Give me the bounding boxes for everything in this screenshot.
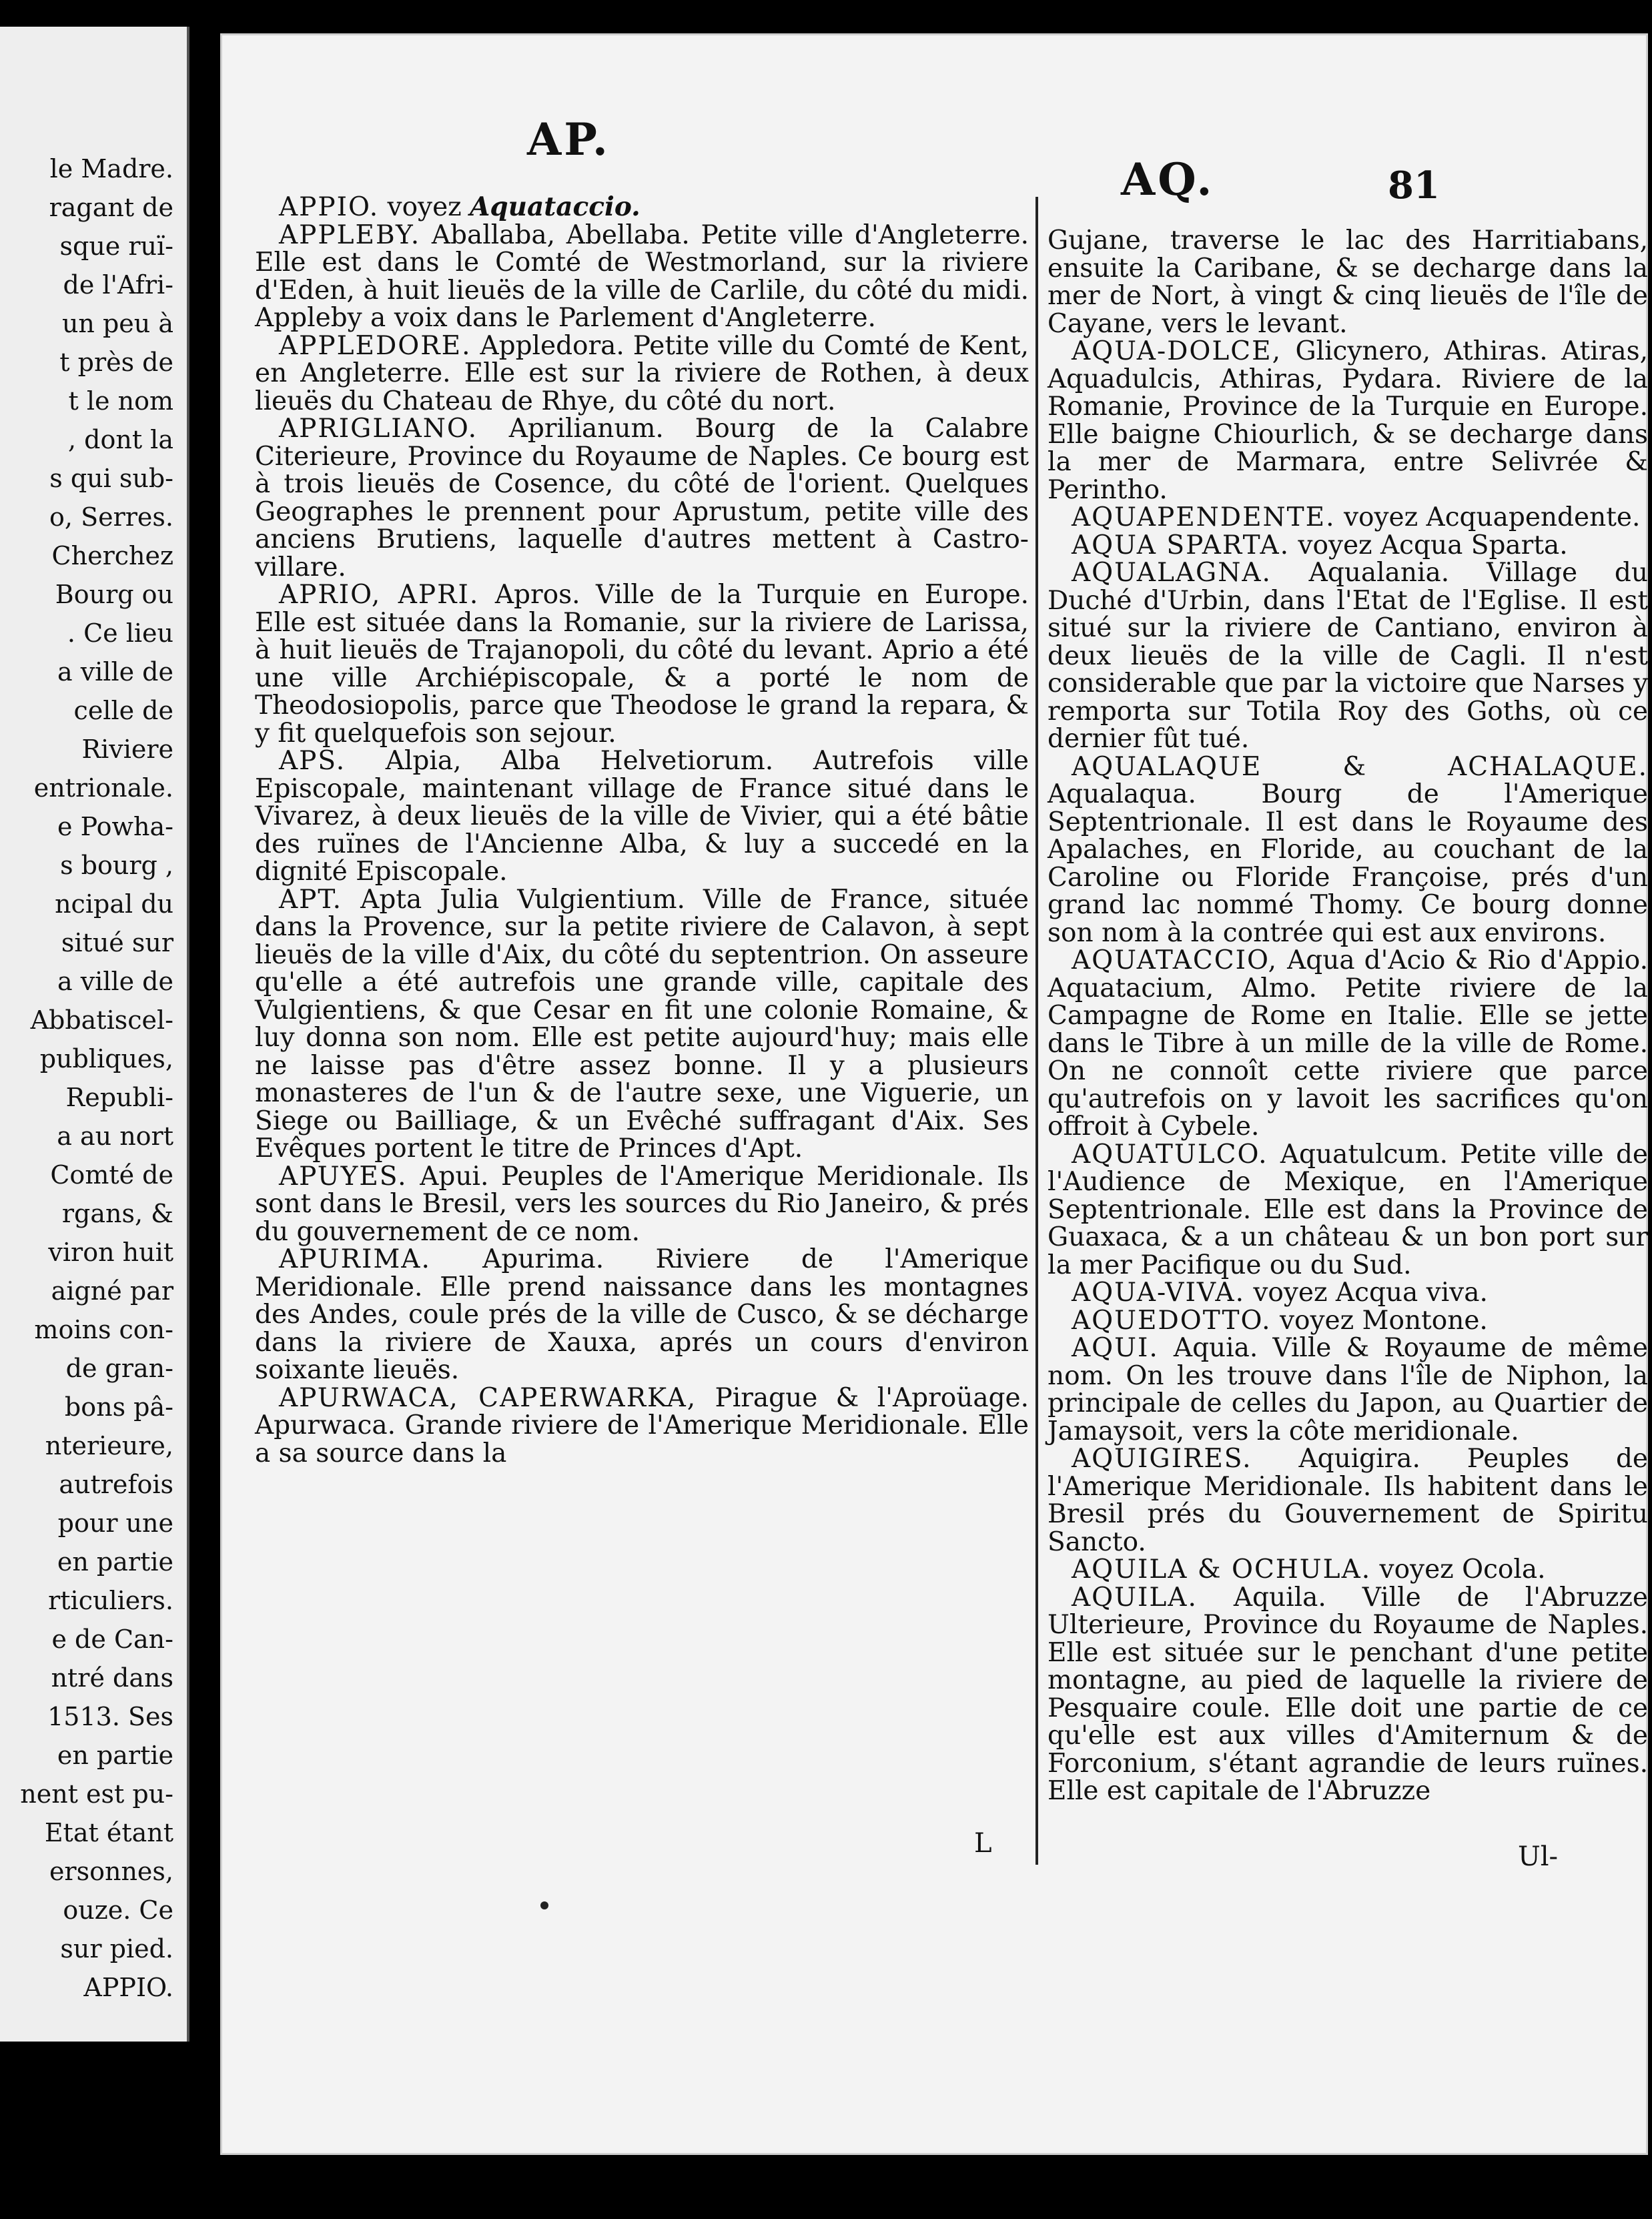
dictionary-entry: [255, 886, 1029, 1163]
dictionary-entry: [255, 415, 1029, 581]
column-divider: [1036, 197, 1038, 1865]
prev-page-line: Riviere: [81, 735, 173, 764]
prev-page-line: autrefois: [59, 1470, 173, 1499]
entry-text: Glicynero, Athiras. Atiras, Aquadulcis, Athiras, Pydara. Riviere de la Romanie, Province de la Turquie en Europe. Elle baigne Chiourlich, & se decharge dans la mer de Marmara, entre Selivrée & Perintho.: [1048, 336, 1648, 505]
prev-page-line: entrionale.: [33, 773, 173, 803]
dictionary-entry: [1048, 753, 1648, 947]
left-column: [255, 193, 1029, 1467]
entry-headword: AQUA SPARTA.: [1072, 530, 1290, 560]
prev-page-line: publiques,: [39, 1044, 173, 1073]
entry-headword: AQUI.: [1072, 1333, 1159, 1363]
running-head-right: AQ.: [1121, 153, 1215, 205]
prev-page-line: de l'Afri-: [63, 270, 173, 300]
entry-text: Aprilianum. Bourg de la Calabre Citerieure, Province du Royaume de Naples. Ce bourg est à trois lieuës de Cosence, du côté de l'orient. Quelques Geographes le prennent pour Aprustum, petite ville des anciens Brutiens, laquelle d'autres mettent à Castro-villare.: [255, 414, 1029, 582]
entry-headword: AQUEDOTTO.: [1072, 1305, 1272, 1336]
dictionary-entry: [255, 1163, 1029, 1246]
prev-page-line: , dont la: [68, 425, 173, 454]
entry-text: voyez Acqua Sparta.: [1290, 530, 1568, 560]
prev-page-line: a au nort: [57, 1122, 173, 1151]
entry-text: Aquatulcum. Petite ville de l'Audience de Mexique, en l'Amerique Septentrionale. Elle est dans la Province de Guaxaca, & a un château & un bon port sur la mer Pacifique ou du Sud.: [1048, 1139, 1648, 1280]
prev-page-line: pour une: [57, 1508, 173, 1538]
entry-text: Aquigira. Peuples de l'Amerique Meridionale. Ils habitent dans le Bresil prés du Gouvernement de Spiritu Sancto.: [1048, 1444, 1648, 1557]
entry-text: Appledora. Petite ville du Comté de Kent, en Angleterre. Elle est sur la riviere de Rothen, à deux lieuës du Chateau de Rhye, du côté du nort.: [255, 330, 1029, 416]
entry-headword: APURIMA.: [279, 1244, 431, 1274]
entry-headword: APPIO.: [279, 192, 380, 222]
entry-headword: APUYES.: [279, 1161, 408, 1192]
prev-page-line: e de Can-: [51, 1625, 173, 1654]
prev-page-line: APPIO.: [83, 1973, 173, 2002]
prev-page-line: t près de: [59, 348, 173, 377]
entry-text: voyez Ocola.: [1371, 1555, 1546, 1585]
entry-text: voyez Acquapendente.: [1335, 502, 1641, 532]
prev-page-line: Bourg ou: [55, 580, 173, 609]
prev-page-line: celle de: [73, 696, 173, 725]
entry-text: Aballaba, Abellaba. Petite ville d'Angleterre. Elle est dans le Comté de Westmorland, sur la riviere d'Eden, à huit lieuës de la ville de Carlile, du côté du midi. Appleby a voix dans le Parlement d'Angleterre.: [255, 219, 1029, 333]
prev-page-line: Etat étant: [44, 1818, 173, 1847]
entry-text: Aqualaqua. Bourg de l'Amerique Septentrionale. Il est dans le Royaume des Apalaches, en Floride, au couchant de la Caroline ou Floride Françoise, prés d'un grand lac nommé Thomy. Ce bourg donne son nom à la contrée qui est aux environs.: [1048, 779, 1648, 948]
prev-page-line: situé sur: [61, 928, 173, 957]
prev-page-line: s qui sub-: [49, 464, 173, 493]
signature-mark: L: [974, 1828, 992, 1859]
dictionary-entry: [255, 581, 1029, 747]
dictionary-entry: [1048, 227, 1648, 338]
prev-page-line: ntré dans: [51, 1663, 173, 1693]
prev-page-line: moins con-: [34, 1315, 173, 1344]
dictionary-entry: [1048, 338, 1648, 504]
dictionary-entry: [1048, 947, 1648, 1141]
page: [220, 33, 1648, 2155]
prev-page-line: e Powha-: [57, 812, 173, 841]
dictionary-entry: [255, 1246, 1029, 1384]
entry-headword: APURWACA, CAPERWARKA,: [279, 1382, 697, 1413]
entry-text: voyez: [379, 192, 470, 222]
dictionary-entry: [1048, 532, 1648, 560]
dictionary-entry: [255, 1384, 1029, 1468]
prev-page-line: rgans, &: [61, 1199, 173, 1228]
entry-text: Aquila. Ville de l'Abruzze Ulterieure, Province du Royaume de Naples. Elle est située sur le penchant d'une petite montagne, au pied de laquelle la riviere de Pesquaire coule. Elle doit une partie de ce qu'elle est aux villes d'Amiternum & de Forconium, s'étant agrandie de leurs ruïnes. Elle est capitale de l'Abruzze: [1048, 1582, 1648, 1806]
prev-page-line: le Madre.: [49, 154, 173, 183]
prev-page-line: nterieure,: [45, 1431, 173, 1460]
entry-headword: AQUILA & OCHULA.: [1072, 1555, 1372, 1585]
prev-page-line: Cherchez: [51, 541, 173, 570]
prev-page-line: ersonnes,: [49, 1857, 173, 1886]
prev-page-line: nent est pu-: [20, 1779, 173, 1809]
prev-page-line: bons pâ-: [64, 1392, 173, 1422]
entry-headword: AQUALAGNA.: [1072, 558, 1272, 588]
right-column: [1048, 227, 1648, 1805]
prev-page-line: sur pied.: [60, 1934, 173, 1963]
entry-text: Gujane, traverse le lac des Harritiabans, ensuite la Caribane, & se decharge dans la mer de Nort, à vingt & cinq lieuës de l'île de Cayane, vers le levant.: [1048, 226, 1648, 339]
dictionary-entry: [1048, 1307, 1648, 1335]
entry-headword: AQUATACCIO,: [1072, 945, 1278, 975]
prev-page-line: s bourg ,: [60, 851, 173, 880]
prev-page-line: de gran-: [65, 1354, 173, 1383]
entry-headword: APRIO, APRI.: [279, 580, 480, 610]
prev-page-line: viron huit: [48, 1238, 173, 1267]
prev-page-line: Comté de: [50, 1160, 173, 1190]
prev-page-line: . Ce lieu: [67, 618, 173, 648]
ink-dot: [540, 1901, 548, 1909]
entry-reference: Aquataccio.: [470, 191, 641, 222]
dictionary-entry: [1048, 1279, 1648, 1307]
prev-page-line: Republi-: [65, 1083, 173, 1112]
entry-headword: AQUALAQUE & ACHALAQUE.: [1072, 751, 1648, 782]
prev-page-line: o, Serres.: [49, 502, 173, 532]
entry-text: Apros. Ville de la Turquie en Europe. Elle est située dans la Romanie, sur la riviere de Larissa, à huit lieuës de Trajanopoli, du côté du levant. Aprio a été une ville Archiépiscopale, & a porté le nom de Theodosiopolis, parce que Theodose le grand la repara, & y fit quelquefois son sejour.: [255, 580, 1029, 749]
entry-text: voyez Montone.: [1271, 1305, 1488, 1336]
dictionary-entry: [255, 221, 1029, 332]
entry-text: Apui. Peuples de l'Amerique Meridionale. Ils sont dans le Bresil, vers les sources du Rio Janeiro, & prés du gouvernement de ce nom.: [255, 1161, 1029, 1247]
prev-page-line: a ville de: [57, 657, 173, 687]
prev-page-line: ragant de: [49, 193, 173, 222]
entry-headword: AQUA-VIVA.: [1072, 1278, 1245, 1308]
prev-page-line: ncipal du: [55, 889, 173, 919]
entry-headword: AQUATULCO.: [1072, 1139, 1268, 1170]
prev-page-line: rticuliers.: [48, 1586, 173, 1615]
dictionary-entry: [255, 747, 1029, 886]
prev-page-line: t le nom: [68, 386, 173, 416]
entry-headword: APPLEBY.: [279, 219, 421, 250]
entry-headword: AQUILA.: [1072, 1582, 1198, 1613]
entry-text: Aquia. Ville & Royaume de même nom. On les trouve dans l'île de Niphon, la principale de celles du Japon, au Quartier de Jamaysoit, vers la côte meridionale.: [1048, 1333, 1648, 1446]
entry-headword: APRIGLIANO.: [279, 414, 478, 444]
prev-page-line: en partie: [57, 1547, 173, 1577]
previous-page-fragment: [0, 27, 189, 2042]
entry-text: Alpia, Alba Helvetiorum. Autrefois ville Episcopale, maintenant village de France situé dans le Vivarez, à deux lieuës de la ville de Vivier, qui a été bâtie des ruïnes de l'Ancienne Alba, & luy a succedé en la dignité Episcopale.: [255, 746, 1029, 887]
page-number: 81: [1388, 163, 1440, 207]
prev-page-line: a ville de: [57, 967, 173, 996]
dictionary-entry: [1048, 1584, 1648, 1805]
entry-text: Apta Julia Vulgientium. Ville de France, située dans la Provence, sur la petite riviere de Calavon, à sept lieuës de la ville d'Aix, du côté du septentrion. On asseure qu'elle a été autrefois une grande ville, capitale des Vulgientiens, & que Cesar en fit une colonie Romaine, & luy donna son nom. Elle est petite aujourd'huy; mais elle ne laisse pas d'être assez bonne. Il y a plusieurs monasteres de l'un & de l'autre sexe, une Viguerie, un Siege ou Bailliage, & un Evêché suffragant d'Aix. Ses Evêques portent le titre de Princes d'Apt.: [255, 884, 1029, 1164]
entry-headword: APS.: [279, 746, 346, 776]
dictionary-entry: [255, 193, 1029, 221]
prev-page-line: ouze. Ce: [63, 1895, 173, 1925]
entry-text: Pirague & l'Aproüage. Apurwaca. Grande riviere de l'Amerique Meridionale. Elle a sa source dans la: [255, 1382, 1029, 1468]
dictionary-entry: [1048, 1334, 1648, 1445]
entry-text: Aqualania. Village du Duché d'Urbin, dans l'Etat de l'Eglise. Il est situé sur la riviere de Cantiano, environ à deux lieuës de la ville de Cagli. Il n'est considerable que par la victoire que Narses y remporta sur Totila Roy des Goths, où ce dernier fût tué.: [1048, 558, 1648, 754]
entry-headword: AQUAPENDENTE.: [1072, 502, 1336, 532]
entry-headword: APT.: [279, 884, 343, 915]
prev-page-line: Abbatiscel-: [30, 1005, 173, 1035]
prev-page-line: aigné par: [51, 1276, 173, 1306]
dictionary-entry: [1048, 559, 1648, 753]
entry-headword: AQUA-DOLCE,: [1072, 336, 1282, 366]
dictionary-entry: [1048, 504, 1648, 532]
prev-page-line: 1513. Ses: [47, 1702, 173, 1731]
entry-headword: AQUIGIRES.: [1072, 1444, 1252, 1474]
entry-text: Apurima. Riviere de l'Amerique Meridionale. Elle prend naissance dans les montagnes des Andes, coule prés de la ville de Cusco, & se décharge dans la riviere de Xauxa, aprés un cours d'environ soixante lieuës.: [255, 1244, 1029, 1385]
entry-headword: APPLEDORE.: [279, 330, 472, 361]
entry-text: voyez Acqua viva.: [1244, 1278, 1488, 1308]
dictionary-entry: [1048, 1141, 1648, 1280]
dictionary-entry: [1048, 1556, 1648, 1584]
prev-page-line: sque ruï-: [59, 232, 173, 261]
prev-page-line: en partie: [57, 1741, 173, 1770]
dictionary-entry: [255, 332, 1029, 416]
running-head-left: AP.: [527, 113, 610, 165]
prev-page-line: un peu à: [61, 309, 173, 338]
dictionary-entry: [1048, 1445, 1648, 1556]
catchword: Ul-: [1518, 1841, 1559, 1872]
entry-text: Aqua d'Acio & Rio d'Appio. Aquatacium, Almo. Petite riviere de la Campagne de Rome en Italie. Elle se jette dans le Tibre à un mille de la ville de Rome. On ne connoît cette riviere que parce qu'autrefois on y lavoit les sacrifices qu'on offroit à Cybele.: [1048, 945, 1648, 1142]
